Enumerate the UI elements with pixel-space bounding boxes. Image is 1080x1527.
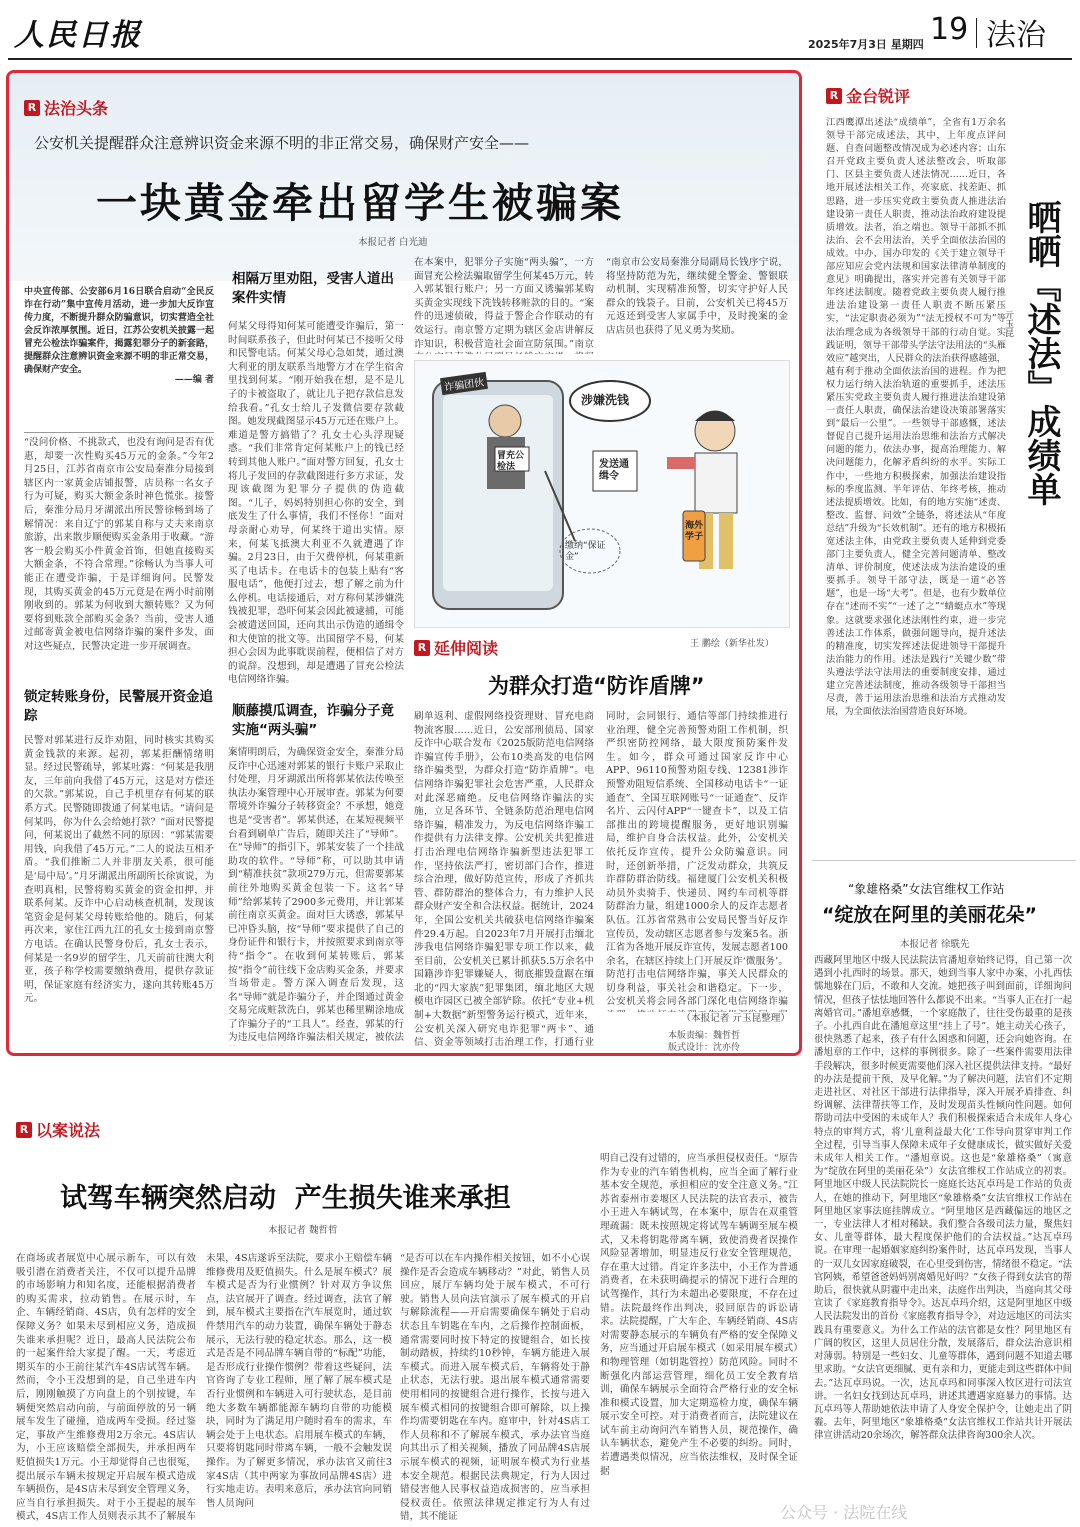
case-col-1: 在商场或者展览中心展示新车，可以有效吸引潜在消费者关注，不仅可以提升品牌的市场影响力和知名度，还能根据消费者的购买需求，拉动销售。在展示时，车企、车辆经销商、4S店，负有怎样的安全保障义务？如果未尽到相应义务，造成损失谁来承担呢？近日，最高人民法院公布的一起案件给大家提了醒。一天，考虑近期买车的小王前往某汽车4S店试驾车辆。然而，令小王没想到的是，自己坐进车内后，刚刚触摸了方向盘上的个别按键，车辆便突然启动向前，与前面停放的另一辆展车发生了碰撞，造成两车受损。经过鉴定，事故产生维修费用2万余元。4S店认为，小王应该赔偿全部损失，并承担两车贬值损失1万元。小王却觉得自己也很冤，提出展示车辆未按规定开启展车模式造成车辆损伤，是4S店未尽到安全管理义务，应当自行承担损失。对于小王提起的展车模式，4S店工作人员则表示其不了解展车 xyxy=(16,1253,196,1523)
cartoon-label-warrant: 发送通缉令 xyxy=(599,459,629,482)
commentary-body: 江西鹰潭出述法“成绩单”，全省有1万余名领导干部完成述法，其中，上年度点评问题、自查问题整改情况成为必述内容；山东召开党政主要负责人述法整改会，听取部门、区县主要负责人述法情况……近日，各地开展述法相关工作，亮家底、找差距、抓思路，进一步压实党政主要负责人推进法治建设第一责任人职责，推动法治政府建设提质增效。法者，治之端也。领导干部抓不抓法治、会不会用法治，关乎全面依法治国的成效。中办、国办印发的《关于建立领导干部应知应会党内法规和国家法律清单制度的意见》明确提出，落实并完善有关领导干部年终述法制度。随着党政主要负责人履行推进法治建设第一责任人职责不断压紧压实，“法定职责必须为”“法无授权不可为”等法治理念成为各级领导干部的行动自觉。实践证明，领导干部带头学法守法用法的“头雁效应”越突出，人民群众的法治获得感越强，越有利于推动全面依法治国的进程。作为把权力运行纳入法治轨道的重要抓手，述法压紧压实党政主要负责人履行推进法治建设第一责任人职责，确保法治建设决策部署落实到“最后一公里”。一些领导干部感慨，述法督促自己提升运用法治思维和法治方式解决问题的能力，依法办事，提高治理能力、解决问题能力，化解矛盾纠纷的水平。实际工作中，一些地方积极探索，加强法治建设指标的季度监测、半年评估、年终考核，推动述法提质增效。比如，有的地方实施“述责、整改、监督、问效”全链条，将述法从“年度总结”升级为“长效机制”。还有的地方积极拓宽述法主体，由党政主要负责人延伸到党委部门主要负责人，健全完善问题清单、整改清单、评价制度，使述法成为法治建设的重要抓手。领导干部守法，既是一道“必答题”，也是一场“大考”。但是，也有少数单位存在“述而不实”“一述了之”“蜻蜓点水”等现象。这就要求强化述法刚性约束，进一步完善述法工作体系，做强问题导向，提升述法的精准度，切实发挥述法促进领导干部提升法治能力的作用。述法是践行“关键少数”带头遵法学法守法用法的重要制度安排，通过建立完善述法制度，推动各级领导干部担当尽责，善于运用法治思维和法治方式推动发展，为全面依法治国营造良好环境。 xyxy=(826,117,1006,718)
page-designer: 版式设计：沈亦伶 xyxy=(668,1043,741,1053)
extended-col-2: 同时，会同银行、通信等部门持续推进行业治理，健全完善预警劝阻工作机制，织严织密防控网络，最大限度预防案件发生。如今，群众可通过国家反诈中心APP、96110预警劝阻专线、12381涉诈预警劝阻短信系统、全国移动电话卡“一证通查”、全国互联网账号“一证通查”、反诈名片、云闪付APP“一键查卡”，以及工信部推出的跨境提醒服务，更好地识别骗局，维护自身合法权益。此外，公安机关依托反诈宣传，提升公众防骗意识。同时，还创新举措，广泛发动群众，共筑反诈群防群治防线。福建厦门公安机关积极动员外卖骑手、快递员、网约车司机等群防群治力量，组建1000余人的反诈志愿者队伍。江苏省常熟市公安局民警当好反诈宣传员，发动辖区志愿者参与发案5名。浙江省为各地开展反诈宣传，发展志愿者100余名，在辖区持续上门开展反诈‘微服务’。防范打击电信网络诈骗，事关人民群众的切身利益，事关社会和谐稳定。下一步，公安机关将会同各部门深化电信网络诈骗 xyxy=(606,711,788,1008)
top-story-text-2: 民警对郭某进行反诈劝阻，同时核实其购买黄金钱款的来源。起初，郭某拒酬情绪明显。经过民警疏导，郭某吐露：“何某是我朋友，三年前向我借了45万元，这是对方偿还的欠款。”郭某说，自己手机里存有何某的联系方式。民警随即拨通了何某电话。“请问是何某吗，你为什么会给她打款？”面对民警提问，何某说出了截然不同的原因：“郭某需要用钱，向我借了45万元。”二人的说法互相矛盾。“我们推断二人并非朋友关系，很可能是‘局中局’。”月牙湖派出所副所长徐寅说，为查明真相，民警将购买黄金的资金扣押，并联系何某。反诈中心启动核查机制，发现该笔资金是何某父母转账给他的。随后，何某再次来，家住江西九江的孔女士接到南京警方电话。在确认民警身份后，孔女士表示，何某是一名9岁的留学生，几天前前往澳大利亚，孩子称学校需要缴纳费用，提供存款证明，保证家庭有经济实力，遂向其转账45万元。 xyxy=(24,735,214,1005)
page-number-divider xyxy=(976,18,977,48)
commentary-label: R 金台锐评 xyxy=(826,84,910,107)
feature-byline: 本报记者 徐駪先 xyxy=(900,939,970,950)
cartoon-label-fraud: 诈骗团伙 xyxy=(440,372,488,395)
case-byline: 本报记者 魏哲哲 xyxy=(268,1225,338,1236)
right-divider xyxy=(812,860,1076,861)
masthead-rule xyxy=(8,58,1072,60)
issue-date: 2025年7月3日 星期四 xyxy=(808,38,924,51)
case-col-2: 未果，4S店遂诉至法院，要求小王赔偿车辆维修费用及贬值损失。什么是展车模式？展车模式是否为行业惯例？针对双方争议焦点，法官展开了调查。经过调查，法官了解到，展车模式主要指在汽车展览时，通过软件禁用汽车的动力装置，确保车辆处于静态展示，无法行驶的稳定状态。那么，这一模式是否是不同品牌车辆自带的“标配”功能，是否形成行业操作惯例？带着这些疑问，法官咨询了专业工程师，厘了解了展车模式是否行业惯例和车辆进入可行驶状态，是目前绝大多数车辆都能源车辆均自带的功能模块，同时为了满足用户随时看车的需求，车辆会处于上电状态。启用展车模式的车辆，只要将钥匙同时带离车辆，一般不会触发误操作。为了解更多情况，承办法官又前往3家4S店（其中两家为事故同品牌4S店）进行实地走访。表明来意后，承办法官向同销售人员询问 xyxy=(206,1253,392,1509)
note-divider xyxy=(24,432,214,433)
cartoon-illustration xyxy=(414,360,790,628)
cartoon-label-launder: 涉嫌洗钱 xyxy=(581,393,630,407)
top-story-text-3: 何某父母得知何某可能遭受诈骗后，第一时间联系孩子，但此时何某已不接听父母和民警电话。何某父母心急如焚，通过澳大利亚的朋友联系当地警方才在学生宿舍里找到何某。“刚开始我在想，是不是儿子的卡被盗取了，就让儿子把存款信息发给我看。”孔女士给儿子发微信要存款截图。她发现截图显示45万元还在账户上。难道是警方搞错了？孔女士心头浮现疑惑。“我们非常肯定何某账户上的钱已经转到其他人账户。”面对警方回复，孔女士将儿子发回的存款截图进行多方求证，发现该截图为犯罪分子提供的伪造截图。“儿子，妈妈特别担心你的安全，到底发生了什么事情，我们不怪你！”面对母亲耐心劝导，何某终于道出实情。原来，何某飞抵澳大利亚不久就遭遇了诈骗。2月23日，由于欠费停机，何某重新买了电话卡。在电话卡的包装上贴有“客服电话”，他便打过去，想了解之前为什么停机。电话接通后，对方称何某涉嫌洗钱被犯罪，恐吓何某会因此被逮捕，可能会被遣送回国，还向其出示伪造的通缉令和大使馆的批文等。出国留学不易，何某担心会因为此事耽误前程，便相信了对方的说辞。没想到，却是遭遇了冒充公检法电信网络诈骗。 xyxy=(228,321,404,686)
case-col-3: “是否可以在车内操作相关按钮，如不小心误操作是否会造成车辆移动？”对此，销售人员回应，展厅车辆均处于展车模式，不可行驶。销售人员向法官演示了展车模式的开启与解除流程——开启需要确保车辆处于启动状态且车钥匙在车内，之后操作控制面板，通常需要同时按下特定的按键组合，如长按制动踏板，持续约10秒钟，车辆方能进入展车模式。而进入展车模式后，车辆将处于静止状态，无法行驶。退出展车模式通常需要使用相同的按键组合进行操作，长按与进入展车模式相同的按键组合即可解除，以上操作均需要钥匙在车内。庭审中，针对4S店工作人员称和不了解展车模式，承办法官当庭向其出示了相关视频，播放了同品牌4S店展示展车模式的视频，证明展车模式为行业基本安全规范。根据民法典规定，行为人因过错侵害他人民事权益造成损害的，应当承担侵权责任。依照法律规定推定行为人有过错，其不能证 xyxy=(400,1253,590,1523)
top-story-col-2 xyxy=(228,270,404,1046)
top-story-text-1: “没问价格、不挑款式，也没有询问是否有优惠，却要一次性购买45万元的金条。”今年2月25日，江苏省南京市公安局秦淮分局接到辖区内一家黄金店铺报警，店员称一名女子行为可疑，购买大额金条时神色慌张。接警后，秦淮分局月牙湖派出所民警徐畅到场了解情况：来自辽宁的郭某自称与丈夫来南京旅游，出来散步顺便购买金条用于收藏。“游客一般会购买小件黄金首饰，但她直接购买大额金条，不符合常理。”徐畅认为当事人可能正在遭受诈骗，于是详细询问。民警发现，其购买黄金的45万元竟是在两小时前刚刚收到的。郭某为何收到大额转账？又为何要将到账款全部购买金条？当前，受害人通过邮寄黄金被电信网络诈骗的案件多发，面对这些疑点，民警决定进一步开展调查。 xyxy=(24,437,214,652)
watermark: 公众号 · 法院在线 xyxy=(780,1503,908,1522)
top-story-col-1 xyxy=(24,286,214,1046)
cartoon-credit: 王 鹏绘（新华社发） xyxy=(690,639,774,649)
section-r-icon: R xyxy=(826,88,842,104)
editor-sign: ——编 者 xyxy=(174,375,214,385)
extended-headline: 为群众打造“防诈盾牌” xyxy=(488,674,705,698)
subhead-two-sided: 顺藤摸瓜调查，诈骗分子竟实施“两头骗” xyxy=(232,703,394,738)
commentary-author: 亓玉昆 xyxy=(1003,310,1013,337)
cartoon-label-trap: 缴纳“保证金” xyxy=(565,541,606,562)
section-r-icon: R xyxy=(24,100,40,116)
top-story-text-4: 案情明朗后，为确保资金安全，秦淮分局反诈中心迅速对郭某的银行卡账户采取止付处理，月牙湖派出所将郭某依法传唤至执法办案管理中心开展审查。郭某为何要帮境外诈骗分子转移资金？不承想，她竟也是“受害者”。郭某供述，在某短视频平台看到刷单广告后，随即关注了“导师”。在“导师”的指引下，郭某安装了一个挂战助攻的软件。“导师”称，可以助其申请到“精准扶贫”款项279万元，但需要郭某前往外地购买黄金包装一下。这名“导师”给郭某转了2900多元费用，并让郭某前往南京买黄金。面对巨大诱惑，郭某早已冲昏头脑，按“导师”要求提供了自己的身份证件和银行卡，并按照要求到南京等待“指令”。在收到何某转账后，郭某按“指令”前往线下金店购买金条，并要求当场带走。警方深入调查后发现，这名“导师”就是诈骗分子，并企图通过黄金交易完成赃款洗白，郭某也稀里糊涂地成了诈骗分子的“工具人”。经查，郭某的行为违反电信网络诈骗法相关规定，被依法 xyxy=(228,747,404,1044)
masthead xyxy=(0,0,1080,60)
case-col-4: 明自己没有过错的，应当承担侵权责任。“原告作为专业的汽车销售机构，应当全面了解行业基本安全规范，承担相应的安全注意义务。”江苏省泰州市姜堰区人民法院的法官表示，被告小王进入车辆试驾，在本案中，原告在双重管理疏漏：既未按照规定将试驾车辆调至展车模式，又未将钥匙带离车辆，致使消费者误操作风险显著增加，明显违反行业安全管理规范，存在重大过错。肖定许多法中，小王作为普通消费者，在未获明确提示的情况下进行合理的试驾操作，其行为未超出必要限度，不存在过错。法院最终作出判决，驳回原告的诉讼请求。法院提醒，广大车企、车辆经销商、4S店对需要静态展示的车辆负有严格的安全保障义务，应当通过开启展车模式（如采用展车模式）和物理管理（如钥匙管控）防范风险。同时不断强化内部运营管理，细化员工安全教育培训，确保车辆展示全面符合严格行业的安全标准和模式设置，加大定期巡检力度，确保车辆展示安全可控。对于消费者而言，法院建议在试车前主动询问汽车销售人员，规范操作，确认车辆状态，避免产生不必要的纠纷。同时，若遭遇类似情况，应当依法维权，及时保全证据 xyxy=(600,1153,798,1477)
top-story-col-3-upper: 在本案中，犯罪分子实施“两头骗”，一方面冒充公检法骗取留学生何某45万元，转入郭某银行账户；另一方面又诱骗郭某购买黄金实现线下洗钱转移赃款的目的。“案件的迅速侦破，得益于警企合作联动的有效运行。南京警方定期为辖区金店讲解反诈知识，积极营造社会面宣防氛围。”南京 xyxy=(414,257,594,350)
editor-note: 中央宣传部、公安部6月16日联合启动“全民反诈在行动”集中宣传月活动，进一步加大反诈宣传力度，不断提升群众防骗意识，切实营造全社会反诈浓厚氛围。近日，江苏公安机关披露一起冒充公检法诈骗案件，揭露犯罪分子的新套路，提醒群众注意辨识资金来源不明的非正常交易，确保财产安全。 xyxy=(24,287,214,374)
case-headline: 试驾车辆突然启动 产生损失谁来承担 xyxy=(60,1183,511,1214)
feature-headline: “绽放在阿里的美丽花朵” xyxy=(822,904,1037,926)
section-r-icon: R xyxy=(16,1122,32,1138)
extended-col-1: 刷单返利、虚假网络投资理财、冒充电商物流客服……近日，公安部刑侦局、国家反诈中心联合发布《2025版防范电信网络诈骗宣传手册》，公布10类高发的电信网络诈骗类型，为群众打造“防诈盾牌”。电信网络诈骗犯罪社会危害严重，人民群众对此深恶痛绝。反电信网络诈骗法的实施，立足各环节、全链条防范治理电信网络诈骗，精准发力，为反电信网络诈骗工作提供有力法律支撑。公安机关共犯推进打击治理电信网络诈骗新型违法犯罪工作，坚持依法严打，密切部门合作，推进综合治理，做好防范宣传，形成了齐抓共管、群防群治的整体合力，有力维护人民群众财产安全和合法权益。据统计，2024年，全国公安机关共破获电信网络诈骗案件29.4万起。自2023年7月开展打击缅北涉我电信网络诈骗犯罪专项工作以来，截至目前，公安机关已累计抓获5.5万余名中国籍涉诈犯罪嫌疑人，彻底摧毁盘踞在缅北的“四大家族”犯罪集团，缅北地区大规模电诈园区已被全部铲除。依托“专业+机制+大数据”新型警务运行模式，近年来，公安机关深入研究电诈犯罪“两卡”、通信、资金等领域打击治理工作，打通行业 xyxy=(414,711,594,1049)
page-number: 19 xyxy=(930,12,969,47)
top-story-headline: 一块黄金牵出留学生被骗案 xyxy=(96,179,624,227)
top-story-col-4-upper xyxy=(606,256,788,354)
cartoon-label-student: 海外学子 xyxy=(685,521,704,542)
case-label: R 以案说法 xyxy=(16,1118,100,1141)
extended-sign: （本报记者 亓玉昆整理） xyxy=(681,1013,790,1024)
section-r-icon: R xyxy=(414,640,430,656)
top-story-label: R 法治头条 xyxy=(24,96,108,119)
subhead-dissuade: 相隔万里劝阻，受害人道出案件实情 xyxy=(232,271,394,306)
section-name: 法治 xyxy=(986,18,1046,53)
top-story-ending: “南京市公安局秦淮分局副局长钱序宁说，将坚持防范为先，继续健全警金、警银联动机制，实现精准预警，切实守护好人民群众的钱袋子。目前，公安机关已将45万元返还到受害人家属手中，及时挽案的金店店员也获得了见义勇为奖励。 xyxy=(606,257,788,336)
subhead-transfer: 锁定转账身份，民警展开资金追踪 xyxy=(24,689,213,724)
top-story-byline: 本报记者 白光迪 xyxy=(358,237,428,248)
page-editor: 本版责编：魏哲哲 xyxy=(668,1031,741,1041)
commentary-headline: 晒晒『述法』成绩单 xyxy=(1021,200,1061,506)
cartoon-label-fake-police: 冒充公检法 xyxy=(497,451,525,472)
feature-body: 西藏阿里地区中级人民法院法官潘旭章始终记得，自己第一次遇到小扎西时的场景。那天，她到当事人家中办案，小扎西怯懦地躲在门后，不敢和人交流。她把孩子叫到面前，详细询问情况，但孩子怯怯地回答什么都说不出来。“当事人正在打一起离婚官司。”潘旭章感慨，一个家庭散了，往往受伤最重的是孩子。小扎西自此在潘旭章这里“挂上了号”。她主动关心孩子，很快熟悉了起来，孩子有什么困惑和问题，还会向她咨询。在潘旭章的工作中，这样的事例很多。除了一些案件需要用法律手段解决，很多时候更需要他们深入社区提供法律支持。“最好的办法是提前干预，及早化解。”为了解决问题，法官们不定期走进社区、对社区干部进行法律指导，深入开展矛盾排查、纠纷调解、法律帮扶等工作，及时发现苗头性倾向性问题。如何帮助司法中受困的未成年人？我们积极探索适合未成年人身心特点的审判方式，将‘儿童利益最大化’工作导向贯穿审判工作全过程，引导当事人保障未成年子女健康成长，做实做好关爱未成年人相关工作。“潘旭章说。这也是“象雄格桑”（寓意为“绽放在阿里的美丽花朵”）女法官维权工作站成立的初衷。阿里地区中级人民法院院长一庭庭长达瓦卓玛是工作站的负责人，在她的推动下，阿里地区“象雄格桑”女法官维权工作站在阿里地区家事法庭挂牌成立。“阿里地区是西藏偏远的地区之一，专业法律人才相对稀缺。我们整合各级司法力量，聚焦妇女、儿童等群体，最大程度保护他们的合法权益。”达瓦卓玛说。在审理一起婚姻家庭纠纷案件时，达瓦卓玛发现，当事人的一双儿女因家庭破裂，在心里受到伤害，情绪很不稳定。“法官阿姨，希望爸爸妈妈别离婚见好吗？”女孩子得到女法官的帮助后，很快就从阴霾中走出来，法庭作出判决，当庭向其父母宣读了《家庭教育指导令》。达瓦卓玛介绍，这是阿里地区中级人民法院发出的首份《家庭教育指导令》，对边远地区的司法实践具有重要意义。为什么工作站的法官都是女性？阿里地区有广阔的牧区，这里人员居住分散，发展落后，群众法治意识相对薄弱。特别是一些妇女、儿童等群体，遇到问题不知道去哪里求助。“女法官更细腻、更有亲和力，更能走到这些群体中间去。”达瓦卓玛说。一次，达瓦卓玛和同事深入牧区进行司法宣讲。一名妇女找到达瓦卓玛，讲述其遭遇家庭暴力的事情。达瓦卓玛等人帮助她依法申请了人身安全保护令，让她走出了阴霾。去年，阿里地区“象雄格桑”女法官维权工作站共计开展法律宣讲活动20余场次，解答群众法律咨询300余人次。 xyxy=(814,955,1072,1442)
feature-kicker: “象雄格桑”女法官维权工作站 xyxy=(848,882,1005,896)
top-story-kicker: 公安机关提醒群众注意辨识资金来源不明的非正常交易，确保财产安全—— xyxy=(34,134,530,152)
extended-label: R 延伸阅读 xyxy=(414,636,498,659)
newspaper-logo: 人民日报 xyxy=(14,18,142,53)
